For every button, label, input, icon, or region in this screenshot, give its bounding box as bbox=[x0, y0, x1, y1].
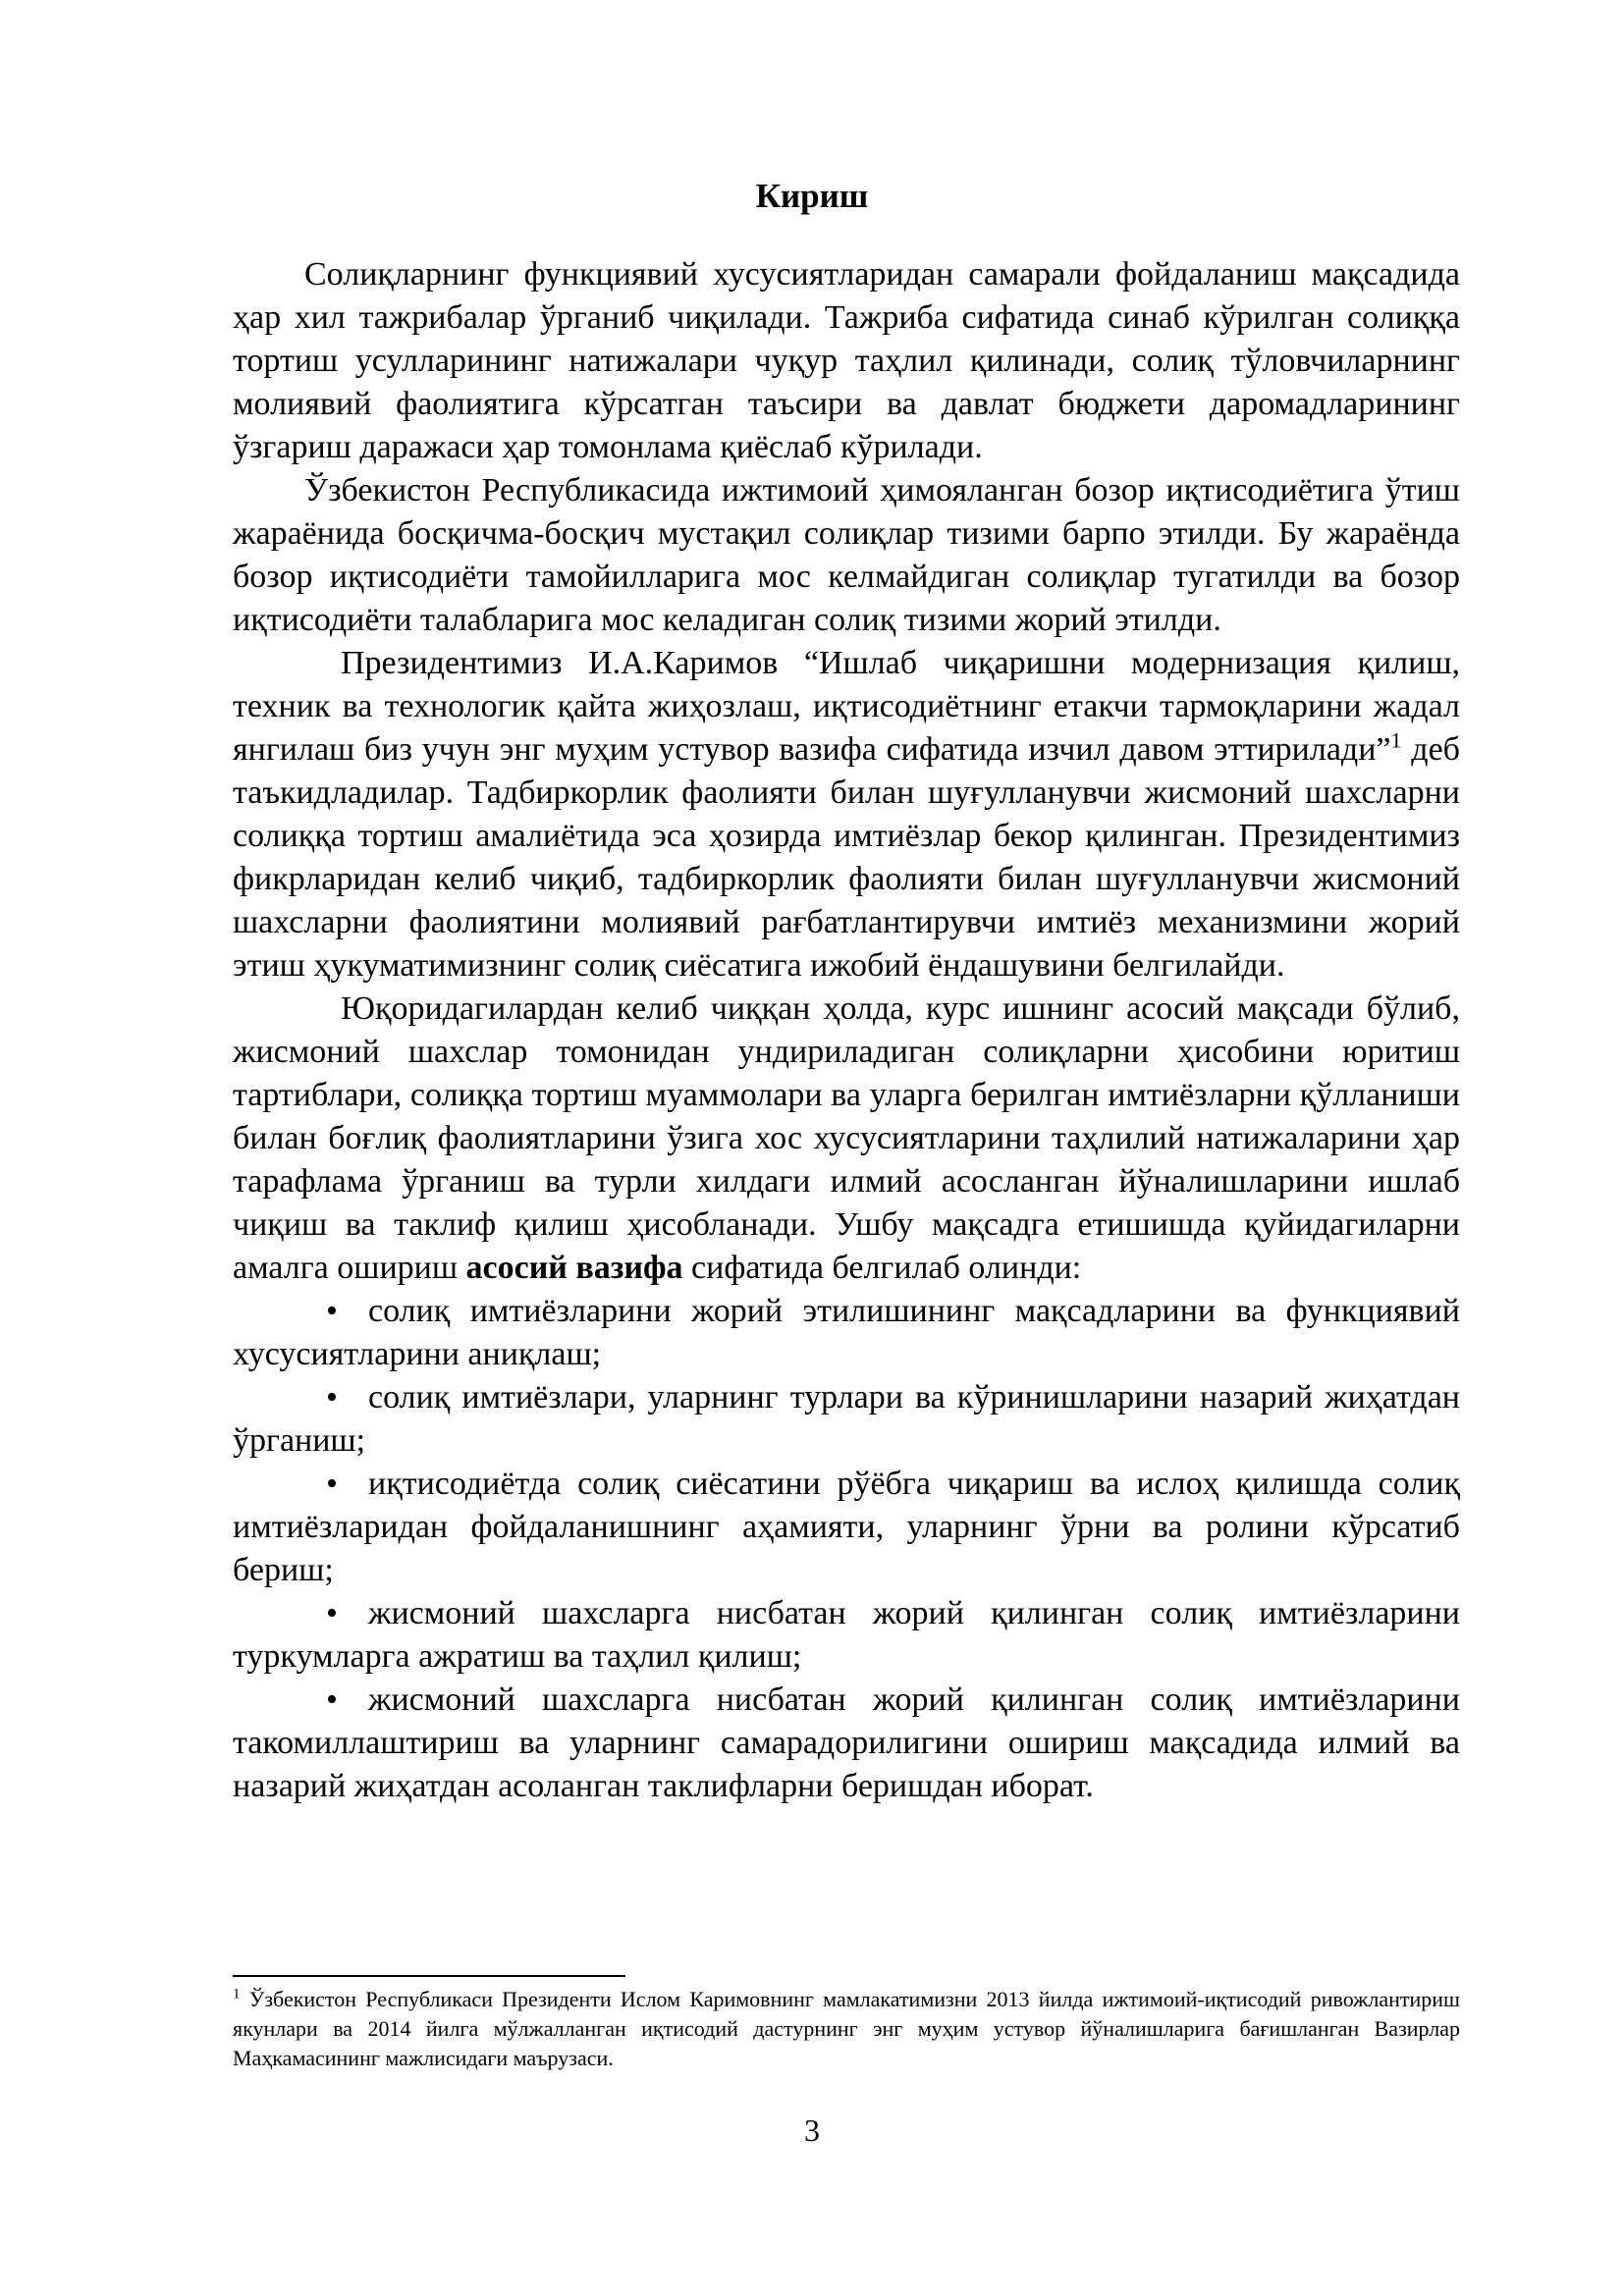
bullet-text: солиқ имтиёзларини жорий этилишининг мақсадларини ва функциявий хусусиятларини аниқлаш; bbox=[233, 1293, 1460, 1372]
bullet-icon: • bbox=[326, 1682, 338, 1718]
bullet-icon: • bbox=[326, 1379, 338, 1415]
bullet-item bbox=[233, 1290, 1460, 1376]
bullet-icon: • bbox=[326, 1595, 338, 1631]
paragraph-4-text: Юқоридагилардан келиб чиққан ҳолда, курс ишнинг асосий мақсади бўлиб, жисмоний шахслар томонидан ундириладиган солиқларни ҳисобини юритиш тартиблари, солиққа тортиш муаммолари ва уларга берилган имтиёзларни қўлланиши билан боғлиқ фаолиятларини ўзига хос хусусиятларини таҳлилий натижаларини ҳар тарафлама ўрганиш ва турли хилдаги илмий асосланган йўналишларини ишлаб чиқиш ва таклиф қилиш ҳисобланади. Ушбу мақсадга етишишда қуйидагиларни амалга ошириш bbox=[233, 990, 1460, 1286]
bullet-text: иқтисодиётда солиқ сиёсатини рўёбга чиқариш ва ислоҳ қилишда солиқ имтиёзларидан фойдаланишнинг аҳамияти, уларнинг ўрни ва ролини кўрсатиб бериш; bbox=[233, 1466, 1460, 1588]
paragraph-1: Солиқларнинг функциявий хусусиятларидан самарали фойдаланиш мақсадида ҳар хил тажрибалар ўрганиб чиқилади. Тажриба сифатида синаб кўрилган солиққа тортиш усулларининг натижалари чуқур таҳлил қилинади, солиқ тўловчиларнинг молиявий фаолиятига кўрсатган таъсири ва давлат бюджети даромадларининг ўзгариш даражаси ҳар томонлама қиёслаб кўрилади. bbox=[233, 256, 1460, 465]
paragraph-3-rest: деб таъкидладилар. Тадбиркорлик фаолияти билан шуғулланувчи жисмоний шахсларни солиққа тортиш амалиётида эса ҳозирда имтиёзлар бекор қилинган. Президентимиз фикрларидан келиб чиқиб, тадбиркорлик фаолияти билан шуғулланувчи жисмоний шахсларни фаолиятини молиявий рағбатлантирувчи имтиёз механизмини жорий этиш ҳукуматимизнинг солиқ сиёсатига ижобий ёндашувини белгилайди. bbox=[233, 731, 1460, 984]
footnote bbox=[233, 1985, 1460, 2073]
paragraph-3 bbox=[233, 642, 1460, 988]
bullet-item bbox=[233, 1592, 1460, 1679]
footnote-reference: 1 bbox=[1390, 727, 1402, 753]
bullet-text: жисмоний шахсларга нисбатан жорий қилинган солиқ имтиёзларини туркумларга ажратиш ва таҳлил қилиш; bbox=[233, 1595, 1460, 1675]
paragraph-4-bold-term: асосий вазифа bbox=[465, 1250, 683, 1286]
paragraph-3-quote: Президентимиз И.А.Каримов “Ишлаб чиқаришни модернизация қилиш, техник ва технологик қайта жиҳозлаш, иқтисодиётнинг етакчи тармоқларини жадал янгилаш биз учун энг муҳим устувор вазифа сифатида изчил давом эттирилади” bbox=[233, 645, 1460, 768]
bullet-icon: • bbox=[326, 1466, 338, 1502]
paragraph-2: Ўзбекистон Республикасида ижтимоий ҳимояланган бозор иқтисодиётига ўтиш жараёнида босқичма-босқич мустақил солиқлар тизими барпо этилди. Бу жараёнда бозор иқтисодиёти тамойилларига мос келмайдиган солиқлар тугатилди ва бозор иқтисодиёти талабларига мос келадиган солиқ тизими жорий этилди. bbox=[233, 472, 1460, 638]
paragraph-4 bbox=[233, 988, 1460, 1290]
footnote-number: 1 bbox=[233, 1986, 241, 2002]
page-number: 3 bbox=[804, 2112, 820, 2148]
bullet-item bbox=[233, 1679, 1460, 1808]
bullet-item bbox=[233, 1463, 1460, 1592]
paragraph-4-end: сифатида белгилаб олинди: bbox=[682, 1250, 1082, 1286]
bullet-item bbox=[233, 1376, 1460, 1463]
bullet-text: жисмоний шахсларга нисбатан жорий қилинган солиқ имтиёзларини такомиллаштириш ва уларнинг самарадорилигини ошириш мақсадида илмий ва назарий жиҳатдан асоланган таклифларни беришдан иборат. bbox=[233, 1682, 1460, 1804]
bullet-icon: • bbox=[326, 1293, 338, 1329]
bullet-text: солиқ имтиёзлари, уларнинг турлари ва кўринишларини назарий жиҳатдан ўрганиш; bbox=[233, 1379, 1460, 1459]
footnote-text: Ўзбекистон Республикаси Президенти Ислом Каримовнинг мамлакатимизни 2013 йилда ижтимоий-иқтисодий ривожлантириш якунлари ва 2014 йилга мўлжалланган иқтисодий дастурнинг энг муҳим устувор йўналишларига бағишланган Вазирлар Маҳкамасининг мажлисидаги маърузаси. bbox=[233, 1987, 1460, 2070]
document-body bbox=[233, 253, 1460, 1808]
page-title: Кириш bbox=[755, 177, 869, 215]
footnote-divider bbox=[233, 1975, 625, 1977]
